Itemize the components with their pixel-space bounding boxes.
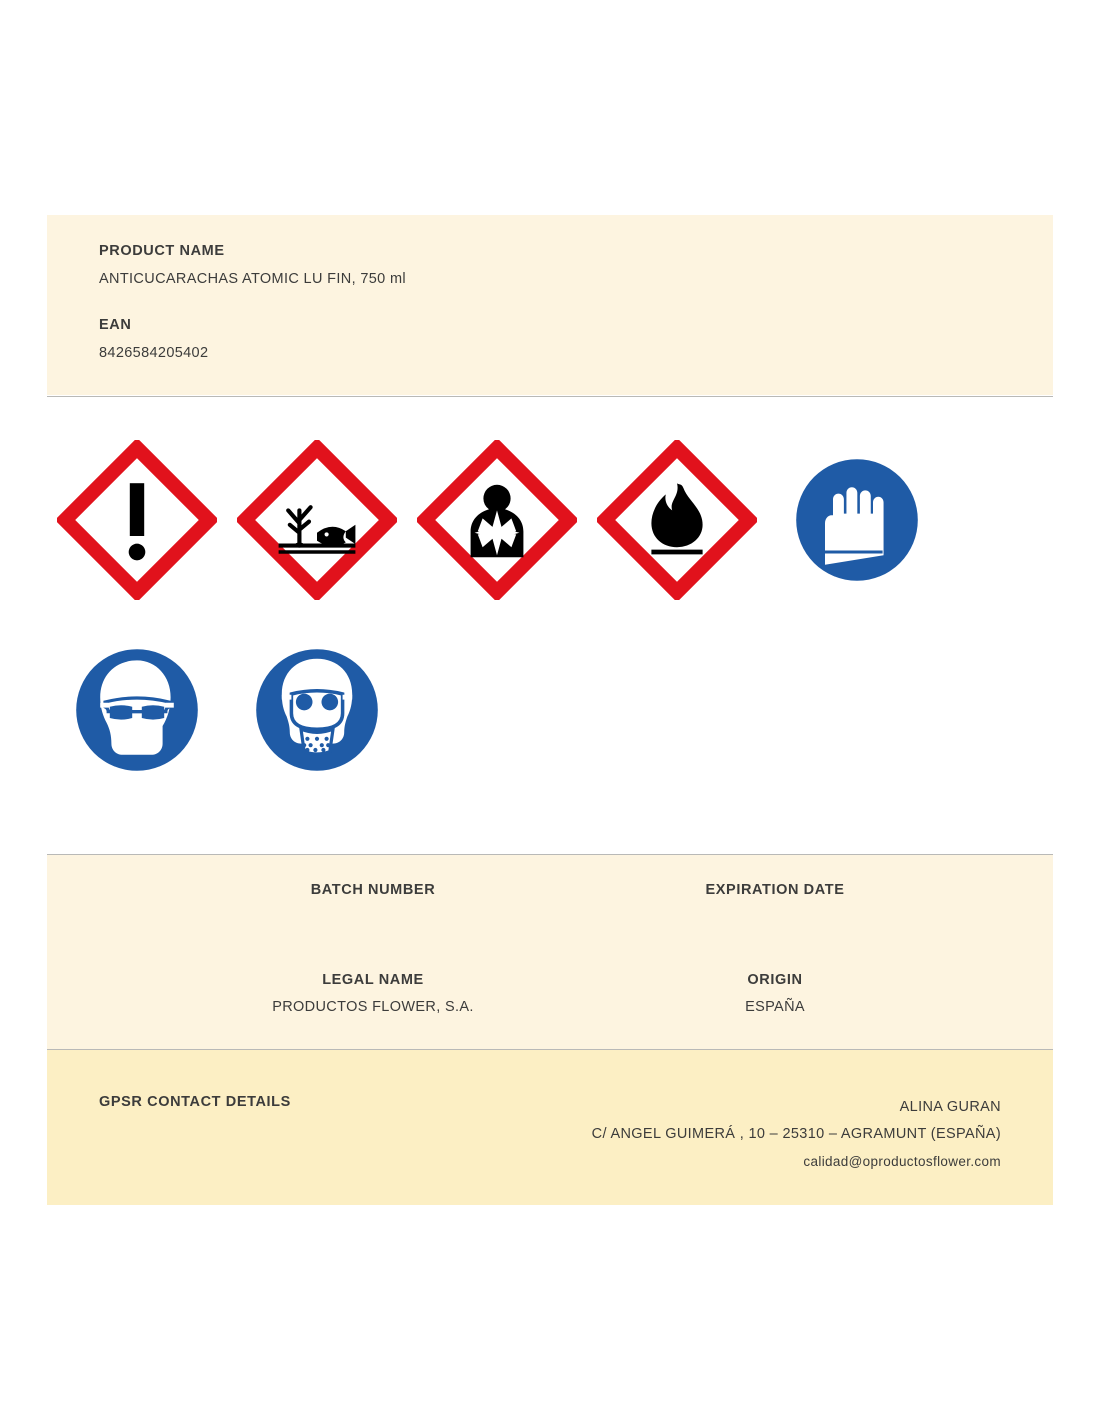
batch-info-block — [47, 855, 1053, 1049]
origin-cell — [599, 972, 951, 1015]
pictogram-row-1 — [47, 430, 1053, 610]
legal-name-label: LEGAL NAME — [322, 972, 424, 988]
wear-eye-protection-icon — [47, 620, 227, 800]
legal-name-cell — [197, 972, 549, 1015]
ghs07-exclamation-mark-icon — [47, 430, 227, 610]
gpsr-title: GPSR CONTACT DETAILS — [99, 1094, 291, 1110]
wear-protective-gloves-icon — [767, 430, 947, 610]
origin-label: ORIGIN — [747, 972, 803, 988]
expiration-date-cell — [599, 882, 951, 909]
product-info-block — [47, 215, 1053, 395]
gpsr-contact-name: ALINA GURAN — [899, 1099, 1001, 1115]
ean-label: EAN — [99, 317, 132, 333]
batch-number-cell — [197, 882, 549, 909]
product-name-label: PRODUCT NAME — [99, 243, 225, 259]
pictogram-area — [47, 430, 1053, 820]
product-name-value: ANTICUCARACHAS ATOMIC LU FIN, 750 ml — [99, 271, 406, 287]
gpsr-address: C/ ANGEL GUIMERÁ , 10 – 25310 – AGRAMUNT (ESPAÑA) — [591, 1126, 1001, 1142]
ean-value: 8426584205402 — [99, 345, 209, 361]
wear-respiratory-protection-icon — [227, 620, 407, 800]
divider-top — [47, 396, 1053, 397]
gpsr-details — [592, 1094, 1001, 1175]
ghs02-flammable-icon — [587, 430, 767, 610]
expiration-date-label: EXPIRATION DATE — [705, 882, 845, 898]
ghs08-health-hazard-icon — [407, 430, 587, 610]
gpsr-contact-block — [47, 1050, 1053, 1205]
ghs09-environment-icon — [227, 430, 407, 610]
batch-number-label: BATCH NUMBER — [310, 882, 436, 898]
pictogram-row-2 — [47, 620, 1053, 800]
legal-name-value: PRODUCTOS FLOWER, S.A. — [272, 999, 474, 1015]
gpsr-email[interactable]: calidad@oproductosflower.com — [803, 1154, 1001, 1169]
origin-value: ESPAÑA — [745, 999, 805, 1015]
